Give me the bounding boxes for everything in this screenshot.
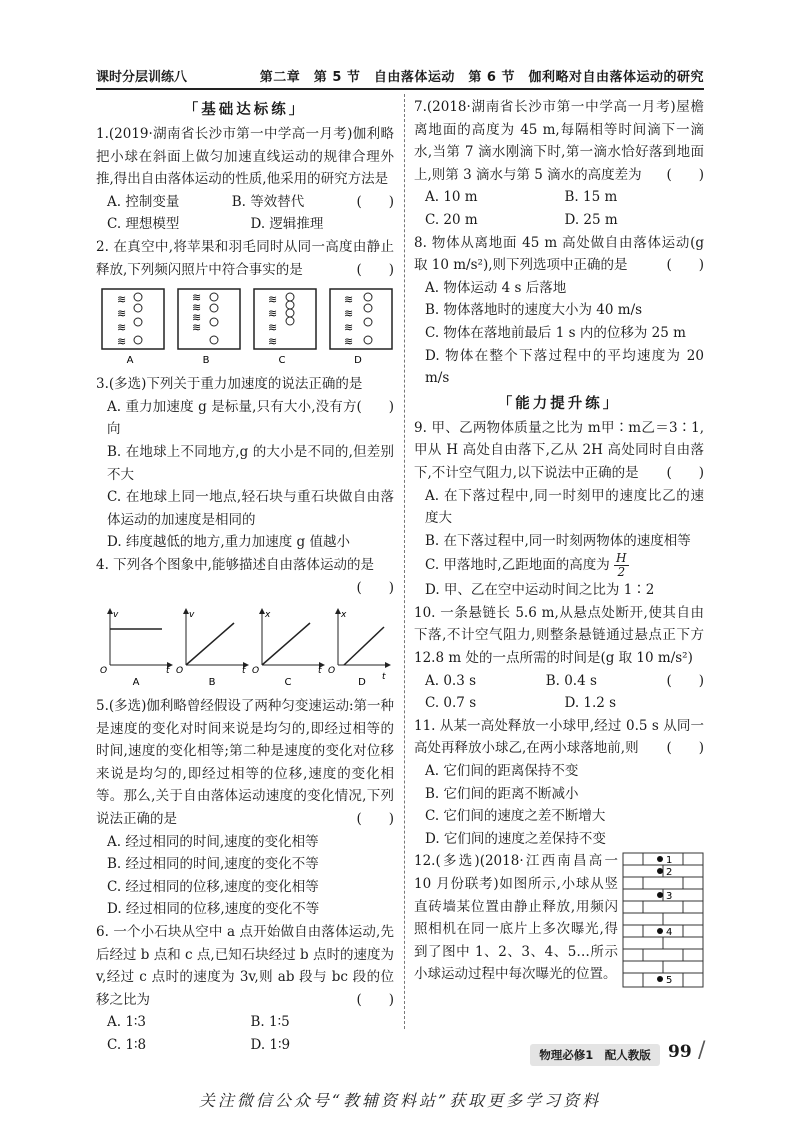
answer-bracket: ( ) xyxy=(356,193,394,210)
graph-d-x-label: t xyxy=(382,672,386,683)
graph-c[interactable] xyxy=(252,610,322,688)
q7-option-c[interactable]: C. 20 m xyxy=(425,211,478,228)
q9-option-b[interactable]: B. 在下落过程中,同一时刻两物体的速度相等 xyxy=(425,532,691,549)
q1-stem: 1.(2019·湖南省长沙市第一中学高一月考)伽利略把小球在斜面上做匀加速直线运动的规律合理外推,得出自由落体运动的性质,他采用的研究方法是 xyxy=(96,126,394,188)
q3-stem: 3.(多选)下列关于重力加速度的说法正确的是 xyxy=(96,376,363,393)
question-12 xyxy=(414,850,704,986)
graph-c-y-label: x xyxy=(265,610,271,621)
answer-bracket: ( ) xyxy=(356,811,394,828)
q11-option-b[interactable]: B. 它们间的距离不断减小 xyxy=(425,785,579,802)
question-6 xyxy=(96,921,394,1057)
q10-option-a[interactable]: A. 0.3 s xyxy=(425,672,477,689)
q7-option-b[interactable]: B. 15 m xyxy=(564,189,618,206)
ball-label-4: 4 xyxy=(666,927,673,939)
answer-bracket: ( ) xyxy=(666,740,704,757)
q2-label-a: A xyxy=(126,355,134,367)
header-left: 课时分层训练八 xyxy=(96,70,188,85)
answer-bracket: ( ) xyxy=(666,672,704,689)
handwritten-note: 关注微信公众号“教辅资料站”获取更多学习资料 xyxy=(198,1091,602,1110)
q3-option-a[interactable]: A. 重力加速度 g 是标量,只有大小,没有方向 xyxy=(107,398,357,438)
question-7 xyxy=(414,96,704,232)
graph-b-x-label: t xyxy=(242,666,246,677)
answer-bracket: ( ) xyxy=(666,464,704,481)
graph-d[interactable] xyxy=(328,610,388,688)
graph-d-label: D xyxy=(358,677,366,689)
q10-option-c[interactable]: C. 0.7 s xyxy=(425,695,477,712)
answer-bracket: ( ) xyxy=(666,166,704,183)
ball-label-5: 5 xyxy=(666,975,673,987)
q2-label-c: C xyxy=(278,355,286,367)
right-column xyxy=(414,96,704,988)
graph-a-y-label: v xyxy=(113,610,119,621)
graph-b-origin: O xyxy=(176,666,184,677)
page-footer xyxy=(530,1038,706,1066)
question-3 xyxy=(96,373,394,554)
photo-frame-b[interactable] xyxy=(178,289,240,349)
page-number: 99 xyxy=(668,1042,692,1062)
photo-frame-c[interactable] xyxy=(254,289,316,349)
q10-option-b[interactable]: B. 0.4 s xyxy=(545,672,597,689)
answer-bracket: ( ) xyxy=(356,398,394,415)
svg-text:≋: ≋ xyxy=(117,335,127,349)
ball-position-5 xyxy=(657,976,663,982)
q11-option-d[interactable]: D. 它们间的速度之差保持不变 xyxy=(425,830,606,847)
question-4 xyxy=(96,554,394,695)
svg-text:≋: ≋ xyxy=(268,335,278,349)
ball-position-2 xyxy=(657,868,663,874)
q1-option-a[interactable]: A. 控制变量 xyxy=(107,193,180,210)
svg-text:≋: ≋ xyxy=(192,301,202,315)
q3-option-c[interactable]: C. 在地球上同一地点,轻石块与重石块做自由落体运动的加速度是相同的 xyxy=(107,489,394,528)
q5-option-a[interactable]: A. 经过相同的时间,速度的变化相等 xyxy=(107,833,319,850)
ball-position-1 xyxy=(657,856,663,862)
question-10 xyxy=(414,602,704,715)
q8-option-d[interactable]: D. 物体在整个下落过程中的平均速度为 20 m/s xyxy=(425,347,704,387)
svg-text:≋: ≋ xyxy=(344,321,354,335)
ball-label-1: 1 xyxy=(666,855,673,867)
ball-marks xyxy=(657,855,672,986)
fraction-denominator: 2 xyxy=(617,565,626,580)
page-slash: / xyxy=(698,1038,706,1063)
q5-option-d[interactable]: D. 经过相同的位移,速度的变化不等 xyxy=(107,901,320,918)
q8-option-b[interactable]: B. 物体落地时的速度大小为 40 m/s xyxy=(425,302,643,319)
ball-position-3 xyxy=(657,892,663,898)
brick-wall-figure xyxy=(622,852,704,988)
graph-a-label: A xyxy=(132,677,140,689)
graph-d-origin: O xyxy=(328,666,336,677)
graph-a-x-label: t xyxy=(166,666,170,677)
question-5 xyxy=(96,695,394,921)
q7-option-d[interactable]: D. 25 m xyxy=(564,211,618,228)
q2-stem: 2. 在真空中,将苹果和羽毛同时从同一高度由静止释放,下列频闪照片中符合事实的是 xyxy=(96,238,394,278)
q9-option-c[interactable] xyxy=(414,552,704,579)
graph-c-line xyxy=(262,623,310,665)
graph-c-label: C xyxy=(284,677,292,689)
brick-rows xyxy=(623,853,703,987)
left-column xyxy=(96,96,394,1057)
q5-option-b[interactable]: B. 经过相同的时间,速度的变化不等 xyxy=(107,856,319,873)
graph-b-y-label: v xyxy=(189,610,195,621)
q6-option-c[interactable]: C. 1∶8 xyxy=(107,1037,147,1053)
ball-label-2: 2 xyxy=(666,867,673,879)
q1-option-b[interactable]: B. 等效替代 xyxy=(231,193,305,210)
ball-position-4 xyxy=(657,928,663,934)
q4-graphs-figure xyxy=(96,605,394,689)
book-edition-badge: 物理必修1 配人教版 xyxy=(530,1044,660,1066)
fraction-numerator: H xyxy=(616,551,627,566)
svg-text:≋: ≋ xyxy=(344,307,354,321)
header-rule xyxy=(96,88,704,90)
graph-a[interactable] xyxy=(100,610,170,688)
q2-label-d: D xyxy=(354,355,362,367)
q4-stem: 4. 下列各个图象中,能够描述自由落体运动的是 xyxy=(96,556,374,573)
page-header xyxy=(96,66,704,84)
svg-text:≋: ≋ xyxy=(192,321,202,335)
q1-option-c[interactable]: C. 理想模型 xyxy=(107,216,180,233)
svg-text:≋: ≋ xyxy=(268,307,278,321)
q3-option-b[interactable]: B. 在地球上不同地方,g 的大小是不同的,但差别不大 xyxy=(107,443,394,483)
svg-text:≋: ≋ xyxy=(117,307,127,321)
q2-label-b: B xyxy=(202,355,210,367)
svg-text:≋: ≋ xyxy=(344,293,354,307)
q8-option-c[interactable]: C. 物体在落地前最后 1 s 内的位移为 25 m xyxy=(425,324,686,341)
q10-option-d[interactable]: D. 1.2 s xyxy=(564,695,617,712)
graph-b[interactable] xyxy=(176,610,246,688)
q9-option-d[interactable]: D. 甲、乙在空中运动时间之比为 1∶2 xyxy=(425,582,655,599)
section-title-basic: 「基础达标练」 xyxy=(183,102,307,118)
answer-bracket: ( ) xyxy=(356,991,394,1008)
q7-option-a[interactable]: A. 10 m xyxy=(425,189,478,206)
q8-stem: 8. 物体从离地面 45 m 高处做自由落体运动(g 取 10 m/s²),则下列选项中正确的是 xyxy=(414,234,704,274)
q3-option-d[interactable]: D. 纬度越低的地方,重力加速度 g 值越小 xyxy=(107,534,350,551)
q6-stem: 6. 一个小石块从空中 a 点开始做自由落体运动,先后经过 b 点和 c 点,已知石块经过 b 点时的速度为 v,经过 c 点时的速度为 3v,则 ab 段与 bc 段的位移之比为 xyxy=(96,924,394,1008)
answer-bracket: ( ) xyxy=(356,579,394,596)
q9-stem: 9. 甲、乙两物体质量之比为 m甲∶m乙＝3∶1,甲从 H 高处自由落下,乙从 2H 高处同时自由落下,不计空气阻力,以下说法中正确的是 xyxy=(414,419,704,481)
q8-option-a[interactable]: A. 物体运动 4 s 后落地 xyxy=(425,279,567,296)
answer-bracket: ( ) xyxy=(666,257,704,274)
svg-text:≋: ≋ xyxy=(192,311,202,325)
graph-b-line xyxy=(186,623,234,665)
q7-stem: 7.(2018·湖南省长沙市第一中学高一月考)屋檐离地面的高度为 45 m,每隔相等时间滴下一滴水,当第 7 滴水刚滴下时,第一滴水恰好落到地面上,则第 3 滴水与第 5 滴水的高度差为 xyxy=(414,99,704,183)
q12-stem: 12.(多选)(2018·江西南昌高一 10 月份联考)如图所示,小球从竖直砖墙某位置由静止释放,用频闪照相机在同一底片上多次曝光,得到了图中 1、2、3、4、5…所示小球运动过程中每次曝光的位置。 xyxy=(414,853,618,983)
header-right: 第二章 第 5 节 自由落体运动 第 6 节 伽利略对自由落体运动的研究 xyxy=(259,70,704,85)
q2-flash-photo-figure xyxy=(96,287,394,367)
question-1 xyxy=(96,123,394,236)
fraction-h-over-2 xyxy=(614,552,628,579)
question-8 xyxy=(414,232,704,390)
q9-option-a[interactable]: A. 在下落过程中,同一时刻甲的速度比乙的速度大 xyxy=(425,487,704,527)
q6-option-b[interactable]: B. 1∶5 xyxy=(250,1014,290,1031)
graph-c-origin: O xyxy=(252,666,260,677)
q6-option-d[interactable]: D. 1∶9 xyxy=(250,1037,291,1053)
question-9 xyxy=(414,417,704,602)
q5-stem: 5.(多选)伽利略曾经假设了两种匀变速运动:第一种是速度的变化对时间来说是均匀的,即经过相等的时间,速度的变化相等;第二种是速度的变化对位移来说是均匀的,即经过相等的位移,速度的变化相等。那么,关于自由落体运动速度的变化情况,下列说法正确的是 xyxy=(96,698,394,828)
q1-option-d[interactable]: D. 逻辑推理 xyxy=(250,216,324,233)
q9-option-c-text: C. 甲落地时,乙距地面的高度为 xyxy=(425,557,610,574)
photo-frame-a[interactable] xyxy=(102,289,164,349)
q11-stem: 11. 从某一高处释放一小球甲,经过 0.5 s 从同一高处再释放小球乙,在两小球落地前,则 xyxy=(414,717,704,757)
q10-stem: 10. 一条悬链长 5.6 m,从悬点处断开,使其自由下落,不计空气阻力,则整条悬链通过悬点正下方 12.8 m 处的一点所需的时间是(g 取 10 m/s²) xyxy=(414,604,704,667)
graph-d-line xyxy=(344,627,384,665)
svg-text:≋: ≋ xyxy=(117,293,127,307)
answer-bracket: ( ) xyxy=(356,261,394,278)
graph-d-y-label: x xyxy=(341,610,347,621)
graph-a-origin: O xyxy=(100,666,108,677)
svg-text:≋: ≋ xyxy=(268,321,278,335)
svg-text:≋: ≋ xyxy=(117,321,127,335)
photo-frame-d[interactable] xyxy=(330,289,392,349)
q5-option-c[interactable]: C. 经过相同的位移,速度的变化相等 xyxy=(107,878,319,895)
question-2 xyxy=(96,236,394,373)
section-title-ability: 「能力提升练」 xyxy=(497,395,621,412)
q6-option-a[interactable]: A. 1∶3 xyxy=(107,1014,147,1031)
svg-text:≋: ≋ xyxy=(192,291,202,305)
q11-option-c[interactable]: C. 它们间的速度之差不断增大 xyxy=(425,808,606,825)
graph-c-x-label: t xyxy=(318,666,322,677)
question-11 xyxy=(414,715,704,851)
graph-b-label: B xyxy=(208,677,216,689)
q11-option-a[interactable]: A. 它们间的距离保持不变 xyxy=(425,763,579,780)
svg-text:≋: ≋ xyxy=(268,293,278,307)
column-divider xyxy=(404,94,405,1029)
ball-label-3: 3 xyxy=(666,891,673,903)
svg-text:≋: ≋ xyxy=(344,335,354,349)
